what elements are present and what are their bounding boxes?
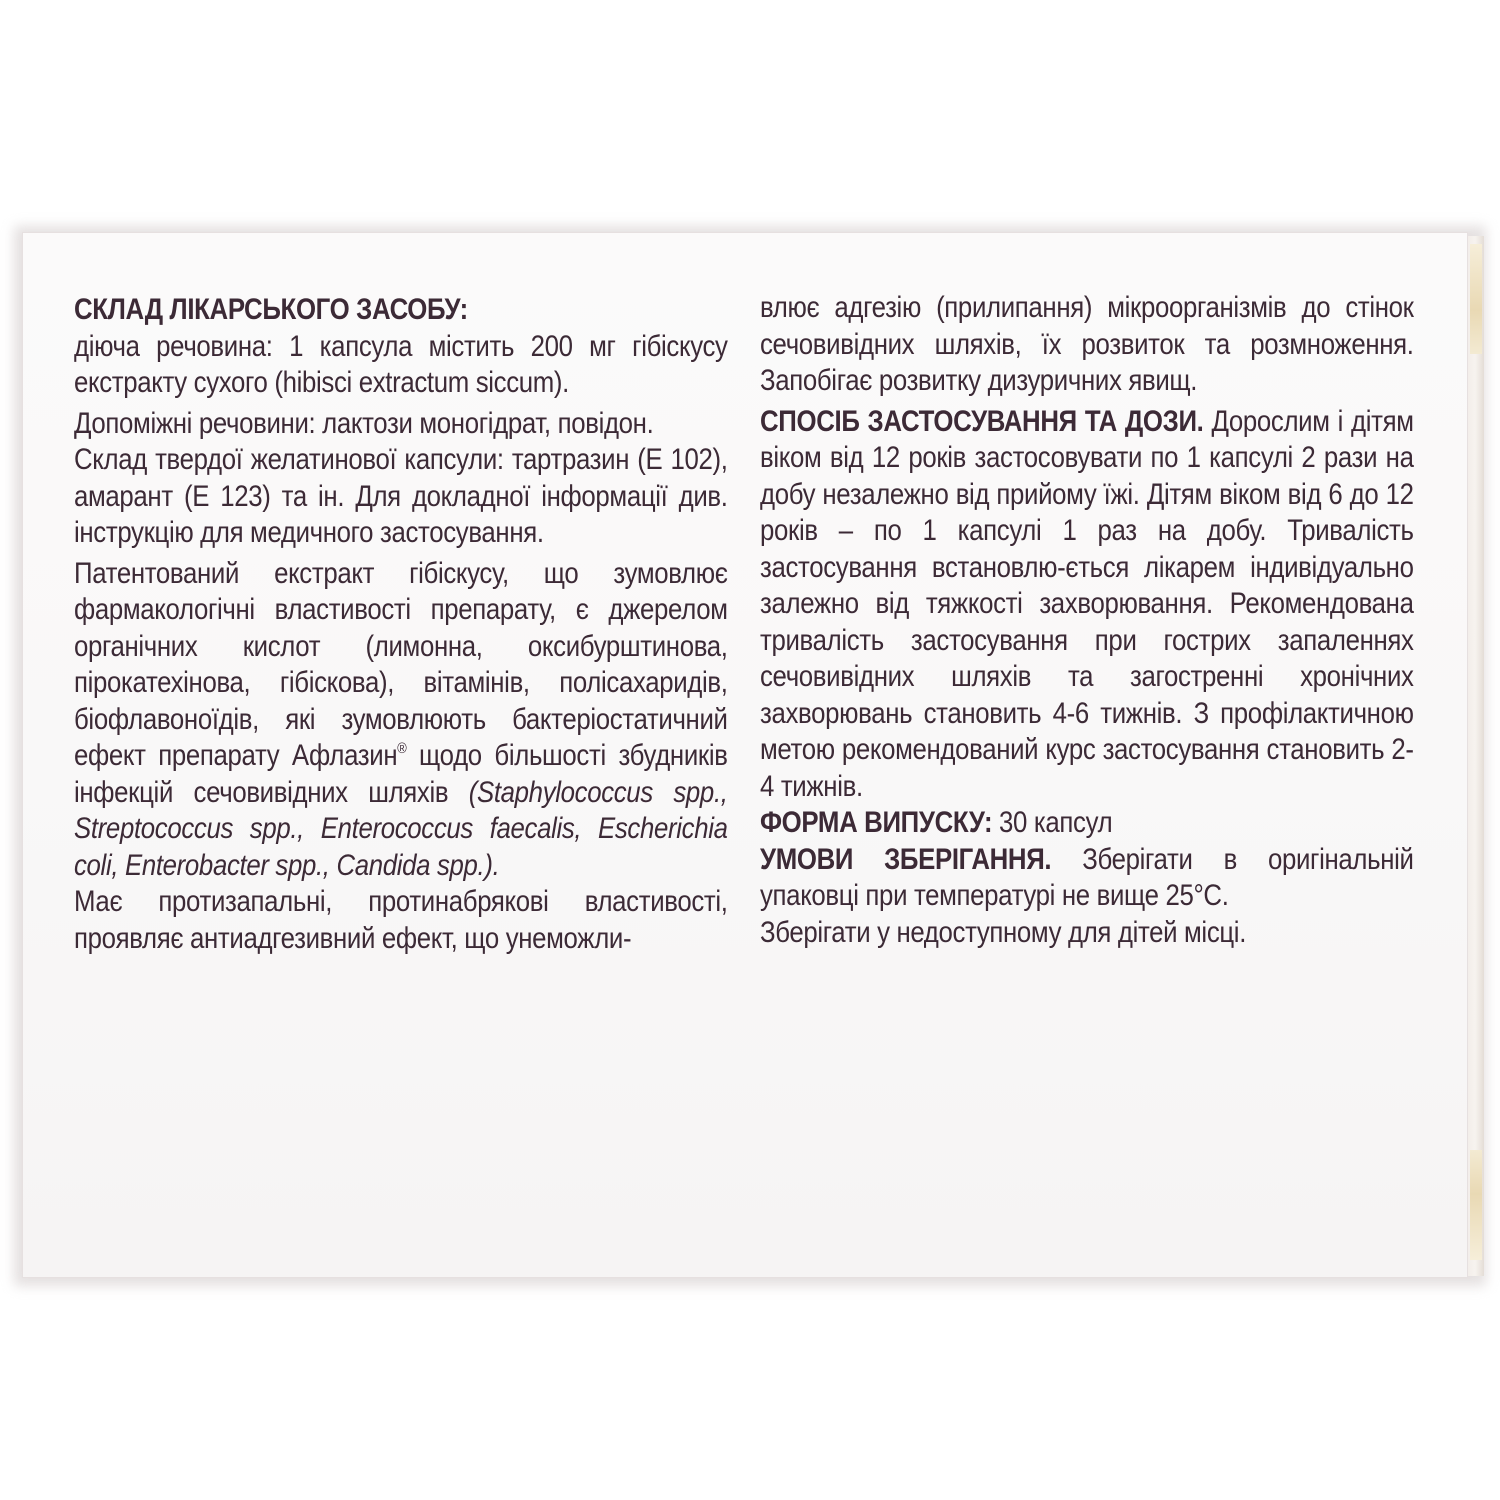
dosage-heading: СПОСІБ ЗАСТОСУВАННЯ ТА ДОЗИ. bbox=[760, 404, 1204, 438]
excipients-text: Допоміжні речовини: лактози моногідрат, повідон. bbox=[74, 406, 654, 440]
release-form-section bbox=[760, 805, 1414, 842]
pathogens-list: (Staphylococcus spp., Streptococcus spp., Enterococcus faecalis, Escherichia coli, Enterobacter spp., Candida spp.). bbox=[74, 775, 728, 882]
dosage-text: Дорослим і дітям віком від 12 років застосовувати по 1 капсулі 2 рази на добу незалежно від прийому їжі. Дітям віком від 6 до 12 років – по 1 капсулі 1 раз на добу. Тривалість застосування встановлю-ється лікарем індивідуально залежно від тяжкості захворювання. Рекомендована тривалість застосування при гострих запаленнях сечовивідних шляхів та загостренні хронічних захворювань становить 4-6 тижнів. З профілактичною метою рекомендований курс застосування становить 2-4 тижнів. bbox=[760, 404, 1414, 803]
properties-continued-text: влює адгезію (прилипання) мікроорганізмів до стінок сечовивідних шляхів, їх розвиток та розмноження. Запобігає розвитку дизуричних явищ. bbox=[760, 291, 1414, 397]
capsule-composition-text: Склад твердої желатинової капсули: тартразин (Е 102), амарант (Е 123) та ін. Для докладної інформації див. інструкцію для медичного застосування. bbox=[74, 443, 728, 549]
description-part1: Патентований екстракт гібіскусу, що зумовлює фармакологічні властивості препарату, є джерелом органічних кислот (лимонна, оксибурштинова, пірокатехінова, гібіскова), вітамінів, полісахаридів, біофлавоноїдів, які зумовлюють бактеріостатичний ефект препарату Афлазин bbox=[74, 556, 728, 772]
left-text-column bbox=[74, 292, 728, 957]
box-tab-top bbox=[1470, 244, 1482, 354]
storage-section bbox=[760, 842, 1414, 915]
release-form-heading: ФОРМА ВИПУСКУ: bbox=[760, 806, 993, 839]
description-part2: щодо більшості збудників інфекцій сечовивідних шляхів bbox=[74, 739, 728, 809]
right-text-column bbox=[760, 290, 1414, 951]
storage-text: Зберігати в оригінальній упаковці при температурі не вище 25°С. bbox=[760, 842, 1414, 912]
pharmacology-description bbox=[74, 556, 728, 885]
box-tab-bottom bbox=[1470, 1150, 1482, 1260]
storage-heading: УМОВИ ЗБЕРІГАННЯ. bbox=[760, 842, 1052, 876]
storage-children-text: Зберігати у недоступному для дітей місці. bbox=[760, 915, 1247, 949]
registered-trademark: ® bbox=[397, 740, 407, 757]
composition-heading: СКЛАД ЛІКАРСЬКОГО ЗАСОБУ: bbox=[74, 293, 468, 326]
active-substance-text: діюча речовина: 1 капсула містить 200 мг гібіскусу екстракту сухого (hibisci extractum siccum). bbox=[74, 329, 728, 399]
release-form-text: 30 капсул bbox=[992, 806, 1113, 839]
dosage-section bbox=[760, 404, 1414, 806]
properties-text: Має протизапальні, протинабрякові властивості, проявляє антиадгезивний ефект, що унеможли- bbox=[74, 885, 728, 955]
